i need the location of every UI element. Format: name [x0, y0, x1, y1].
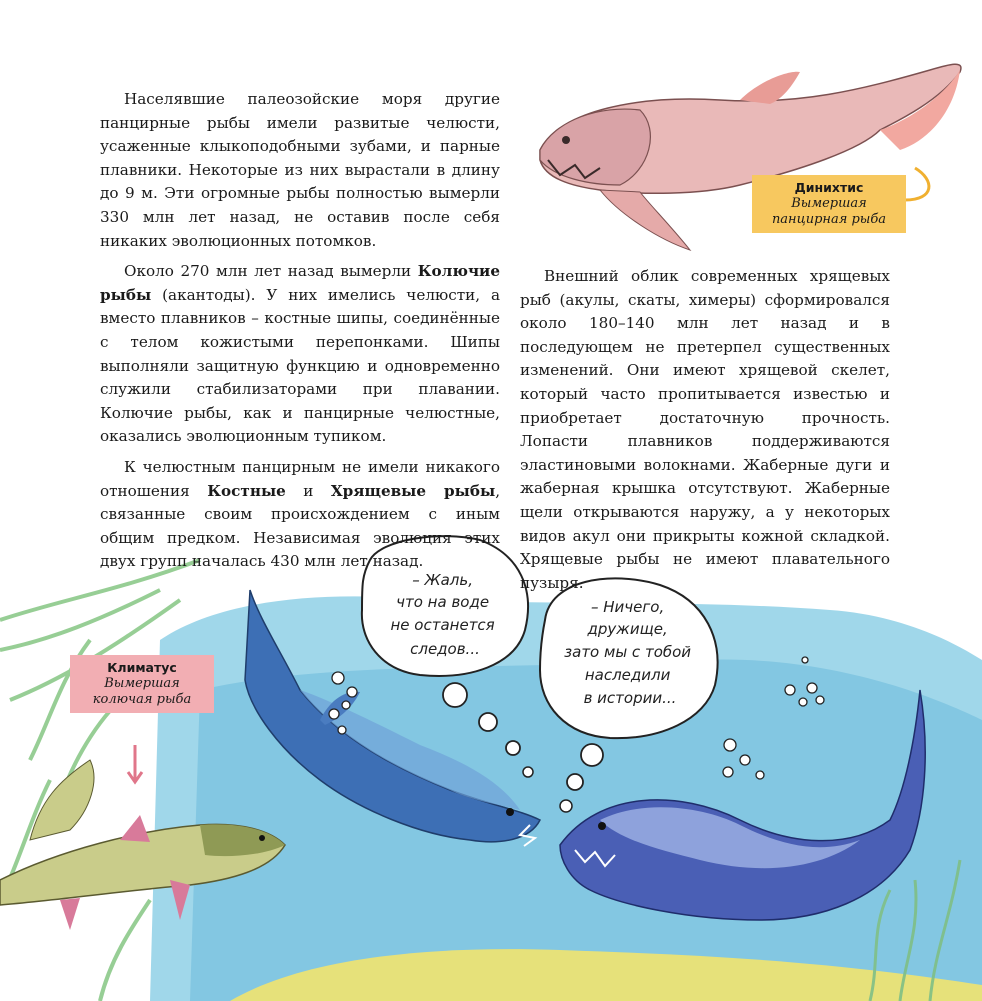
paragraph-cartilaginous-fish: Внешний облик современных хрящевых рыб (акулы, скаты, химеры) сформировался около 180–140 млн лет назад и в последующем не претерпел существенных изменений. Они имеют хрящевой скелет, который часто пропитывается известью и приобретает достаточную прочность. Лопасти плавников поддерживаются эластиновыми волокнами. Жаберные дуги и жаберная крышка отсутствуют. Жаберные щели открываются наружу, а у некоторых видов акул они прикрыты кожной складкой. Хрящевые рыбы не имеют плавательного пузыря. — [520, 267, 890, 592]
bubble1-line-4: следов... — [410, 640, 480, 658]
dinichthys-arrow — [905, 168, 929, 200]
paragraph-spiny-fish: Около 270 млн лет назад вымерли Колючие рыбы (акантоды). У них имелись челюсти, а вместо плавников – костные шипы, соединённые с телом кожистыми перепонками. Шипы выполняли защитную функцию и одновременно служили стабилизаторами при плавании. Колючие рыбы, как и панцирные челюстные, оказались эволюционным тупиком. — [100, 262, 500, 446]
caption-climatius-desc-1: Вымершая — [104, 676, 180, 691]
term-bony-fish: Костные — [207, 481, 286, 500]
term-spiny-fish: Колючие рыбы — [100, 262, 500, 304]
climatius-arrow — [128, 745, 142, 782]
paragraph-armored-fish: Населявшие палеозойские моря другие панцирные рыбы имели развитые челюсти, усаженные клыкоподобными зубами, и парные плавники. Некоторые из них вырастали в длину до 9 м. Эти огромные рыбы полностью вымерли 330 млн лет назад, не оставив после себя никаких эволюционных потомков. — [100, 90, 500, 250]
caption-climatius-desc-2: колючая рыба — [92, 692, 192, 707]
caption-dinichthys-desc-2: панцирная рыба — [771, 212, 887, 227]
caption-climatius-name: Климатус — [107, 660, 177, 675]
paragraph-bony-cartilaginous: К челюстным панцирным не имели никакого отношения Костные и Хрящевые рыбы, связанные своим происхождением с иным общим предком. Независимая эволюция этих двух групп началась 430 млн лет назад. — [100, 457, 501, 571]
caption-dinichthys — [752, 175, 906, 233]
bubble2-line-3: зато мы с тобой — [564, 643, 692, 661]
left-text-column — [100, 88, 500, 581]
bubble2-line-1: – Ничего, — [591, 598, 665, 616]
bubble1-line-1: – Жаль, — [412, 571, 474, 589]
right-text-column — [520, 265, 890, 602]
bubble2-line-4: наследили — [584, 666, 671, 684]
caption-dinichthys-name: Динихтис — [794, 180, 864, 195]
bubble1-line-2: что на воде — [396, 593, 490, 611]
term-cartilaginous-fish: Хрящевые рыбы — [330, 481, 496, 500]
caption-dinichthys-desc-1: Вымершая — [791, 196, 867, 211]
caption-climatius — [70, 655, 214, 713]
bubble2-line-5: в истории... — [583, 689, 677, 707]
bubble2-line-2: дружище, — [587, 620, 668, 638]
bubble1-line-3: не останется — [390, 616, 495, 634]
